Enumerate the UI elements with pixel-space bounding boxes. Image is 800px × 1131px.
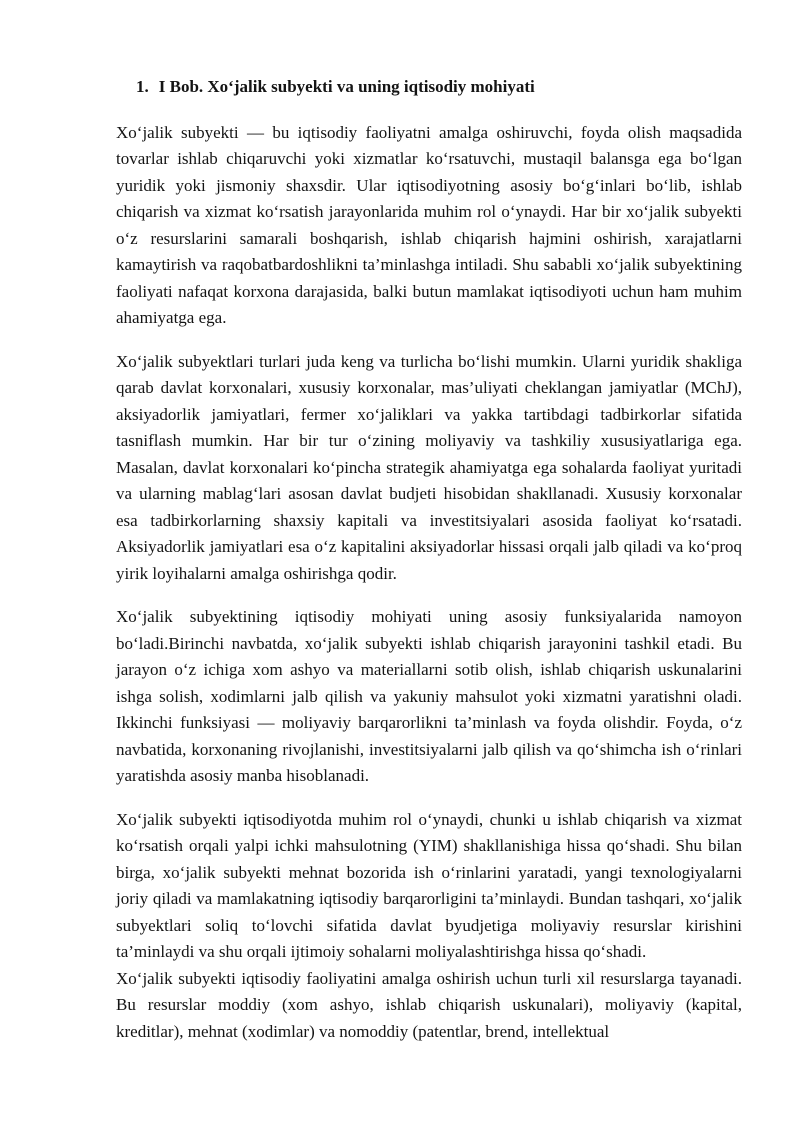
paragraph-1: Xo‘jalik subyekti — bu iqtisodiy faoliyatni amalga oshiruvchi, foyda olish maqsadida tovarlar ishlab chiqaruvchi yoki xizmatlar ko‘rsatuvchi, mustaqil balansga ega bo‘lgan yuridik yoki jismoniy shaxsdir. Ular iqtisodiyotning asosiy bo‘g‘inlari bo‘lib, ishlab chiqarish va xizmat ko‘rsatish jarayonlarida muhim rol o‘ynaydi. Har bir xo‘jalik subyekti o‘z resurslarini samarali boshqarish, ishlab chiqarish hajmini oshirish, xarajatlarni kamaytirish va raqobatbardoshlikni ta’minlashga intiladi. Shu sababli xo‘jalik subyektining faoliyati nafaqat korxona darajasida, balki butun mamlakat iqtisodiyoti uchun ham muhim ahamiyatga ega. — [116, 122, 742, 327]
paragraph-5: Xo‘jalik subyekti iqtisodiy faoliyatini amalga oshirish uchun turli xil resurslarga tayanadi. Bu resurslar moddiy (xom ashyo, ishlab chiqarish uskunalari), moliyaviy (kapital, kreditlar), mehnat (xodimlar) va nomoddiy (patentlar, brend, intellektual — [116, 968, 742, 1041]
chapter-heading — [116, 74, 742, 101]
heading-number: 1. — [136, 77, 149, 96]
paragraph-2: Xo‘jalik subyektlari turlari juda keng va turlicha bo‘lishi mumkin. Ularni yuridik shakliga qarab davlat korxonalari, xususiy korxonalar, mas’uliyati cheklangan jamiyatlar (MChJ), aksiyadorlik jamiyatlari, fermer xo‘jaliklari va yakka tartibdagi tadbirkorlar sifatida tasniflash mumkin. Har bir tur o‘zining moliyaviy va tashkiliy xususiyatlariga ega. Masalan, davlat korxonalari ko‘pincha strategik ahamiyatga ega sohalarda faoliyat yuritadi va ularning mablag‘lari asosan davlat budjeti hisobidan shakllanadi. Xususiy korxonalar esa tadbirkorlarning shaxsiy kapitali va investitsiyalari asosida faoliyat ko‘rsatadi. Aksiyadorlik jamiyatlari esa o‘z kapitalini aksiyadorlar hissasi orqali jalb qiladi va ko‘proq yirik loyihalarni amalga oshirishga qodir. — [116, 351, 742, 583]
heading-title: I Bob. Xo‘jalik subyekti va uning iqtisodiy mohiyati — [158, 77, 535, 96]
paragraph-3: Xo‘jalik subyektining iqtisodiy mohiyati uning asosiy funksiyalarida namoyon bo‘ladi.Birinchi navbatda, xo‘jalik subyekti ishlab chiqarish jarayonini tashkil etadi. Bu jarayon o‘z ichiga xom ashyo va materiallarni sotib olish, ishlab chiqarish uskunalarini ishga solish, xodimlarni jalb qilish va yakuniy mahsulot yoki xizmatni yaratishni oladi. Ikkinchi funksiyasi — moliyaviy barqarorlikni ta’minlash va foyda olishdir. Foyda, o‘z navbatida, korxonaning rivojlanishi, investitsiyalarni jalb qilish va qo‘shimcha ish o‘rinlari yaratishda asosiy manba hisoblanadi. — [116, 607, 742, 785]
document-page — [116, 70, 742, 1045]
paragraph-4: Xo‘jalik subyekti iqtisodiyotda muhim rol o‘ynaydi, chunki u ishlab chiqarish va xizmat ko‘rsatish orqali yalpi ichki mahsulotning (YIM) shakllanishiga hissa qo‘shadi. Shu bilan birga, xo‘jalik subyekti mehnat bozorida ish o‘rinlarini yaratadi, yangi texnologiyalarni joriy qiladi va mamlakatning iqtisodiy barqarorligini ta’minlaydi. Bundan tashqari, xo‘jalik subyektlari soliq to‘lovchi sifatida davlat byudjetiga moliyaviy resurslar kirishini ta’minlaydi va shu orqali ijtimoiy sohalarni moliyalashtirishga hissa qo‘shadi. — [116, 809, 742, 961]
